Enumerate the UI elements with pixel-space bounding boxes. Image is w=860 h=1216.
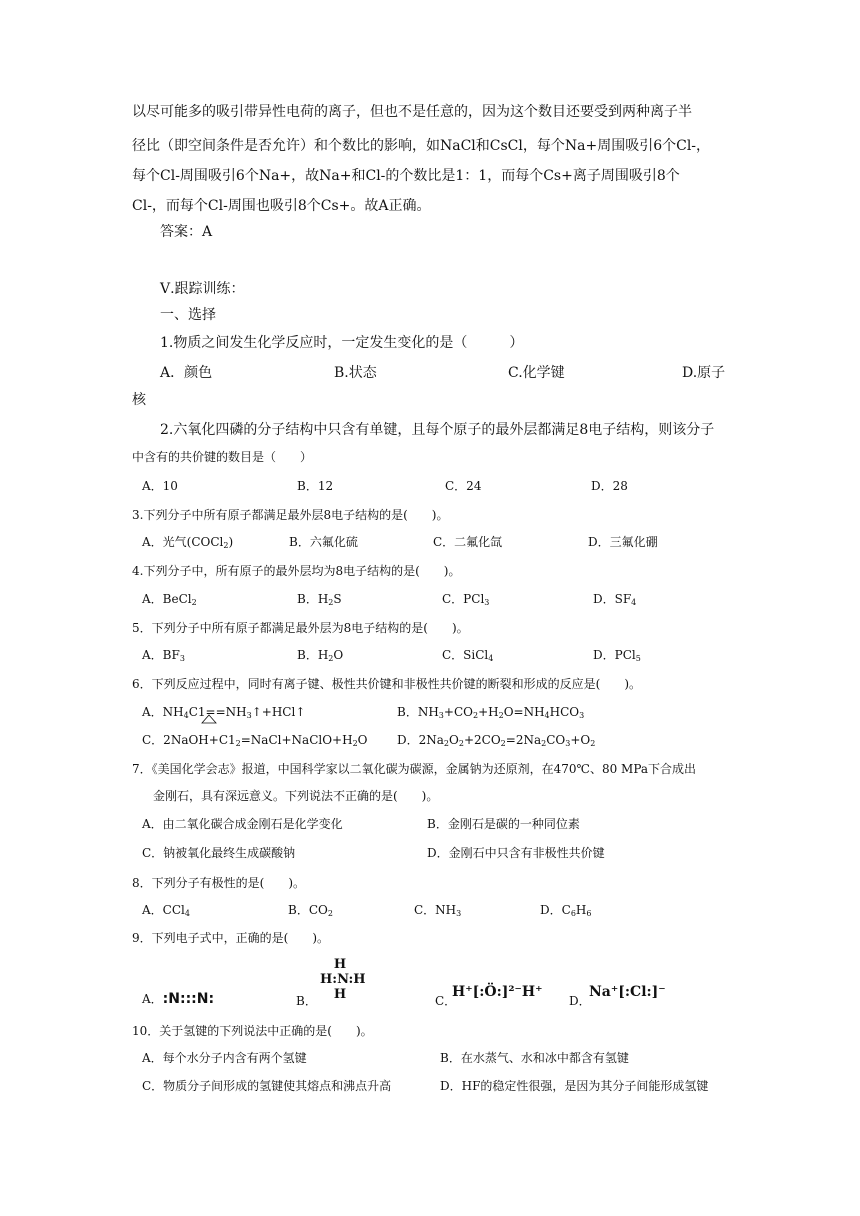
question-2-option-c: C．24 <box>445 479 482 493</box>
question-1-wrap: 核 <box>132 392 146 408</box>
intro-line-2: 径比（即空间条件是否允许）和个数比的影响，如NaCl和CsCl，每个Na+周围吸引6个Cl-， <box>132 138 711 154</box>
question-1-option-b: B.状态 <box>334 365 377 381</box>
question-3-option-a: A．光气(COCl$_2$) <box>142 535 234 550</box>
question-9-option-b-label: B． <box>296 994 317 1008</box>
question-5-option-b: B．$H_2O$ <box>297 648 344 663</box>
question-4-option-c: C．PCl$_3$ <box>442 592 490 607</box>
intro-line-1: 以尽可能多的吸引带异性电荷的离子，但也不是任意的，因为这个数目还要受到两种离子半 <box>132 104 692 120</box>
question-2-option-d: D．28 <box>591 479 628 493</box>
question-10-option-d: D．HF的稳定性很强，是因为其分子间能形成氢键 <box>440 1079 709 1093</box>
question-7-option-b: B．金刚石是碳的一种同位素 <box>427 817 580 831</box>
question-1-option-d: D.原子 <box>682 365 726 381</box>
intro-line-4: Cl-，而每个Cl-周围也吸引8个Cs+。故A正确。 <box>132 198 431 214</box>
question-1-option-c: C.化学键 <box>508 365 565 381</box>
question-9-option-b-ammonia-formula: H H:N:H H <box>320 957 366 1002</box>
question-9-option-d-nacl-formula: Na⁺[:Cl:]⁻ <box>589 984 666 1000</box>
answer-line: 答案：A <box>160 224 213 240</box>
question-8-option-b: B．$CO_2$ <box>288 903 333 918</box>
subsection-title: 一、选择 <box>160 307 216 323</box>
question-2-stem-2: 中含有的共价键的数目是（ ） <box>132 450 313 464</box>
question-3-option-b: B．六氟化硫 <box>289 535 358 549</box>
question-6-option-a: A．$NH_4C1==NH_3↑+HCl↑$ <box>142 705 306 720</box>
question-4-option-a: A．BeCl$_2$ <box>142 592 197 607</box>
question-10-option-c: C．物质分子间形成的氢键使其熔点和沸点升高 <box>142 1079 392 1093</box>
question-9-option-d-label: D． <box>569 994 591 1008</box>
question-8-stem: 8．下列分子有极性的是( )。 <box>132 876 305 890</box>
question-2-stem: 2.六氧化四磷的分子结构中只含有单键，且每个原子的最外层都满足8电子结构，则该分子 <box>160 422 715 438</box>
question-7-option-d: D．金刚石中只含有非极性共价键 <box>427 846 605 860</box>
question-9-stem: 9．下列电子式中，正确的是( )。 <box>132 931 329 945</box>
question-5-option-c: C．SiCl$_4$ <box>442 648 494 663</box>
question-4-option-d: D．$SF_4$ <box>593 592 637 607</box>
question-6-stem: 6．下列反应过程中，同时有离子键、极性共价键和非极性共价键的断裂和形成的反应是( )。 <box>132 677 642 691</box>
question-4-option-b: B．$H_2S$ <box>297 592 342 607</box>
question-7-option-c: C．钠被氧化最终生成碳酸钠 <box>142 846 296 860</box>
question-8-option-c: C．$NH_3$ <box>414 903 462 918</box>
question-10-option-a: A．每个水分子内含有两个氢键 <box>142 1051 307 1065</box>
question-3-option-d: D．三氟化硼 <box>588 535 658 549</box>
intro-line-3: 每个Cl-周围吸引6个Na+，故Na+和Cl-的个数比是1：1，而每个Cs+离子周围吸引8个 <box>132 168 680 184</box>
question-5-option-a: A．$BF_3$ <box>142 648 185 663</box>
question-5-stem: 5．下列分子中所有原子都满足最外层为8电子结构的是( )。 <box>132 621 469 635</box>
question-10-option-b: B．在水蒸气、水和冰中都含有氢键 <box>440 1051 629 1065</box>
question-1-stem: 1.物质之间发生化学反应时，一定发生变化的是（ ） <box>160 335 524 351</box>
question-7-stem: 7．《美国化学会志》报道，中国科学家以二氧化碳为碳源，金属钠为还原剂，在470℃、80 MPa下合成出 <box>132 762 697 776</box>
question-9-option-c-water-formula: H⁺[:Ö:]²⁻H⁺ <box>452 984 543 1000</box>
question-6-option-d: D．$2Na_2O_2+2CO_2=2Na_2CO_3+O_2$ <box>397 733 596 748</box>
question-10-stem: 10．关于氢键的下列说法中正确的是( )。 <box>132 1024 373 1038</box>
question-6-option-c: C．$2NaOH+C1_2=NaCl+NaClO+H_2O$ <box>142 733 368 748</box>
question-7-option-a: A．由二氧化碳合成金刚石是化学变化 <box>142 817 343 831</box>
question-2-option-a: A．10 <box>142 479 178 493</box>
question-3-stem: 3.下列分子中所有原子都满足最外层8电子结构的是( )。 <box>132 508 449 522</box>
section-title: Ⅴ.跟踪训练： <box>160 281 245 297</box>
question-9-option-c-label: C． <box>435 994 457 1008</box>
question-6-option-b: B．$NH_3+CO_2+H_2O=NH_4HCO_3$ <box>397 705 585 720</box>
question-2-option-b: B．12 <box>297 479 334 493</box>
heat-triangle-icon <box>201 714 217 724</box>
question-8-option-a: A．CCl$_4$ <box>142 903 190 918</box>
question-5-option-d: D．PCl$_5$ <box>593 648 641 663</box>
question-7-stem-2: 金刚石，具有深远意义。下列说法不正确的是( )。 <box>153 789 439 803</box>
question-3-option-c: C．二氟化氙 <box>433 535 503 549</box>
question-9-option-a: A．:N:::N: <box>142 991 215 1007</box>
question-8-option-d: D．$C_6H_6$ <box>540 903 592 918</box>
question-4-stem: 4.下列分子中，所有原子的最外层均为8电子结构的是( )。 <box>132 564 461 578</box>
question-1-option-a: A．颜色 <box>160 365 213 381</box>
